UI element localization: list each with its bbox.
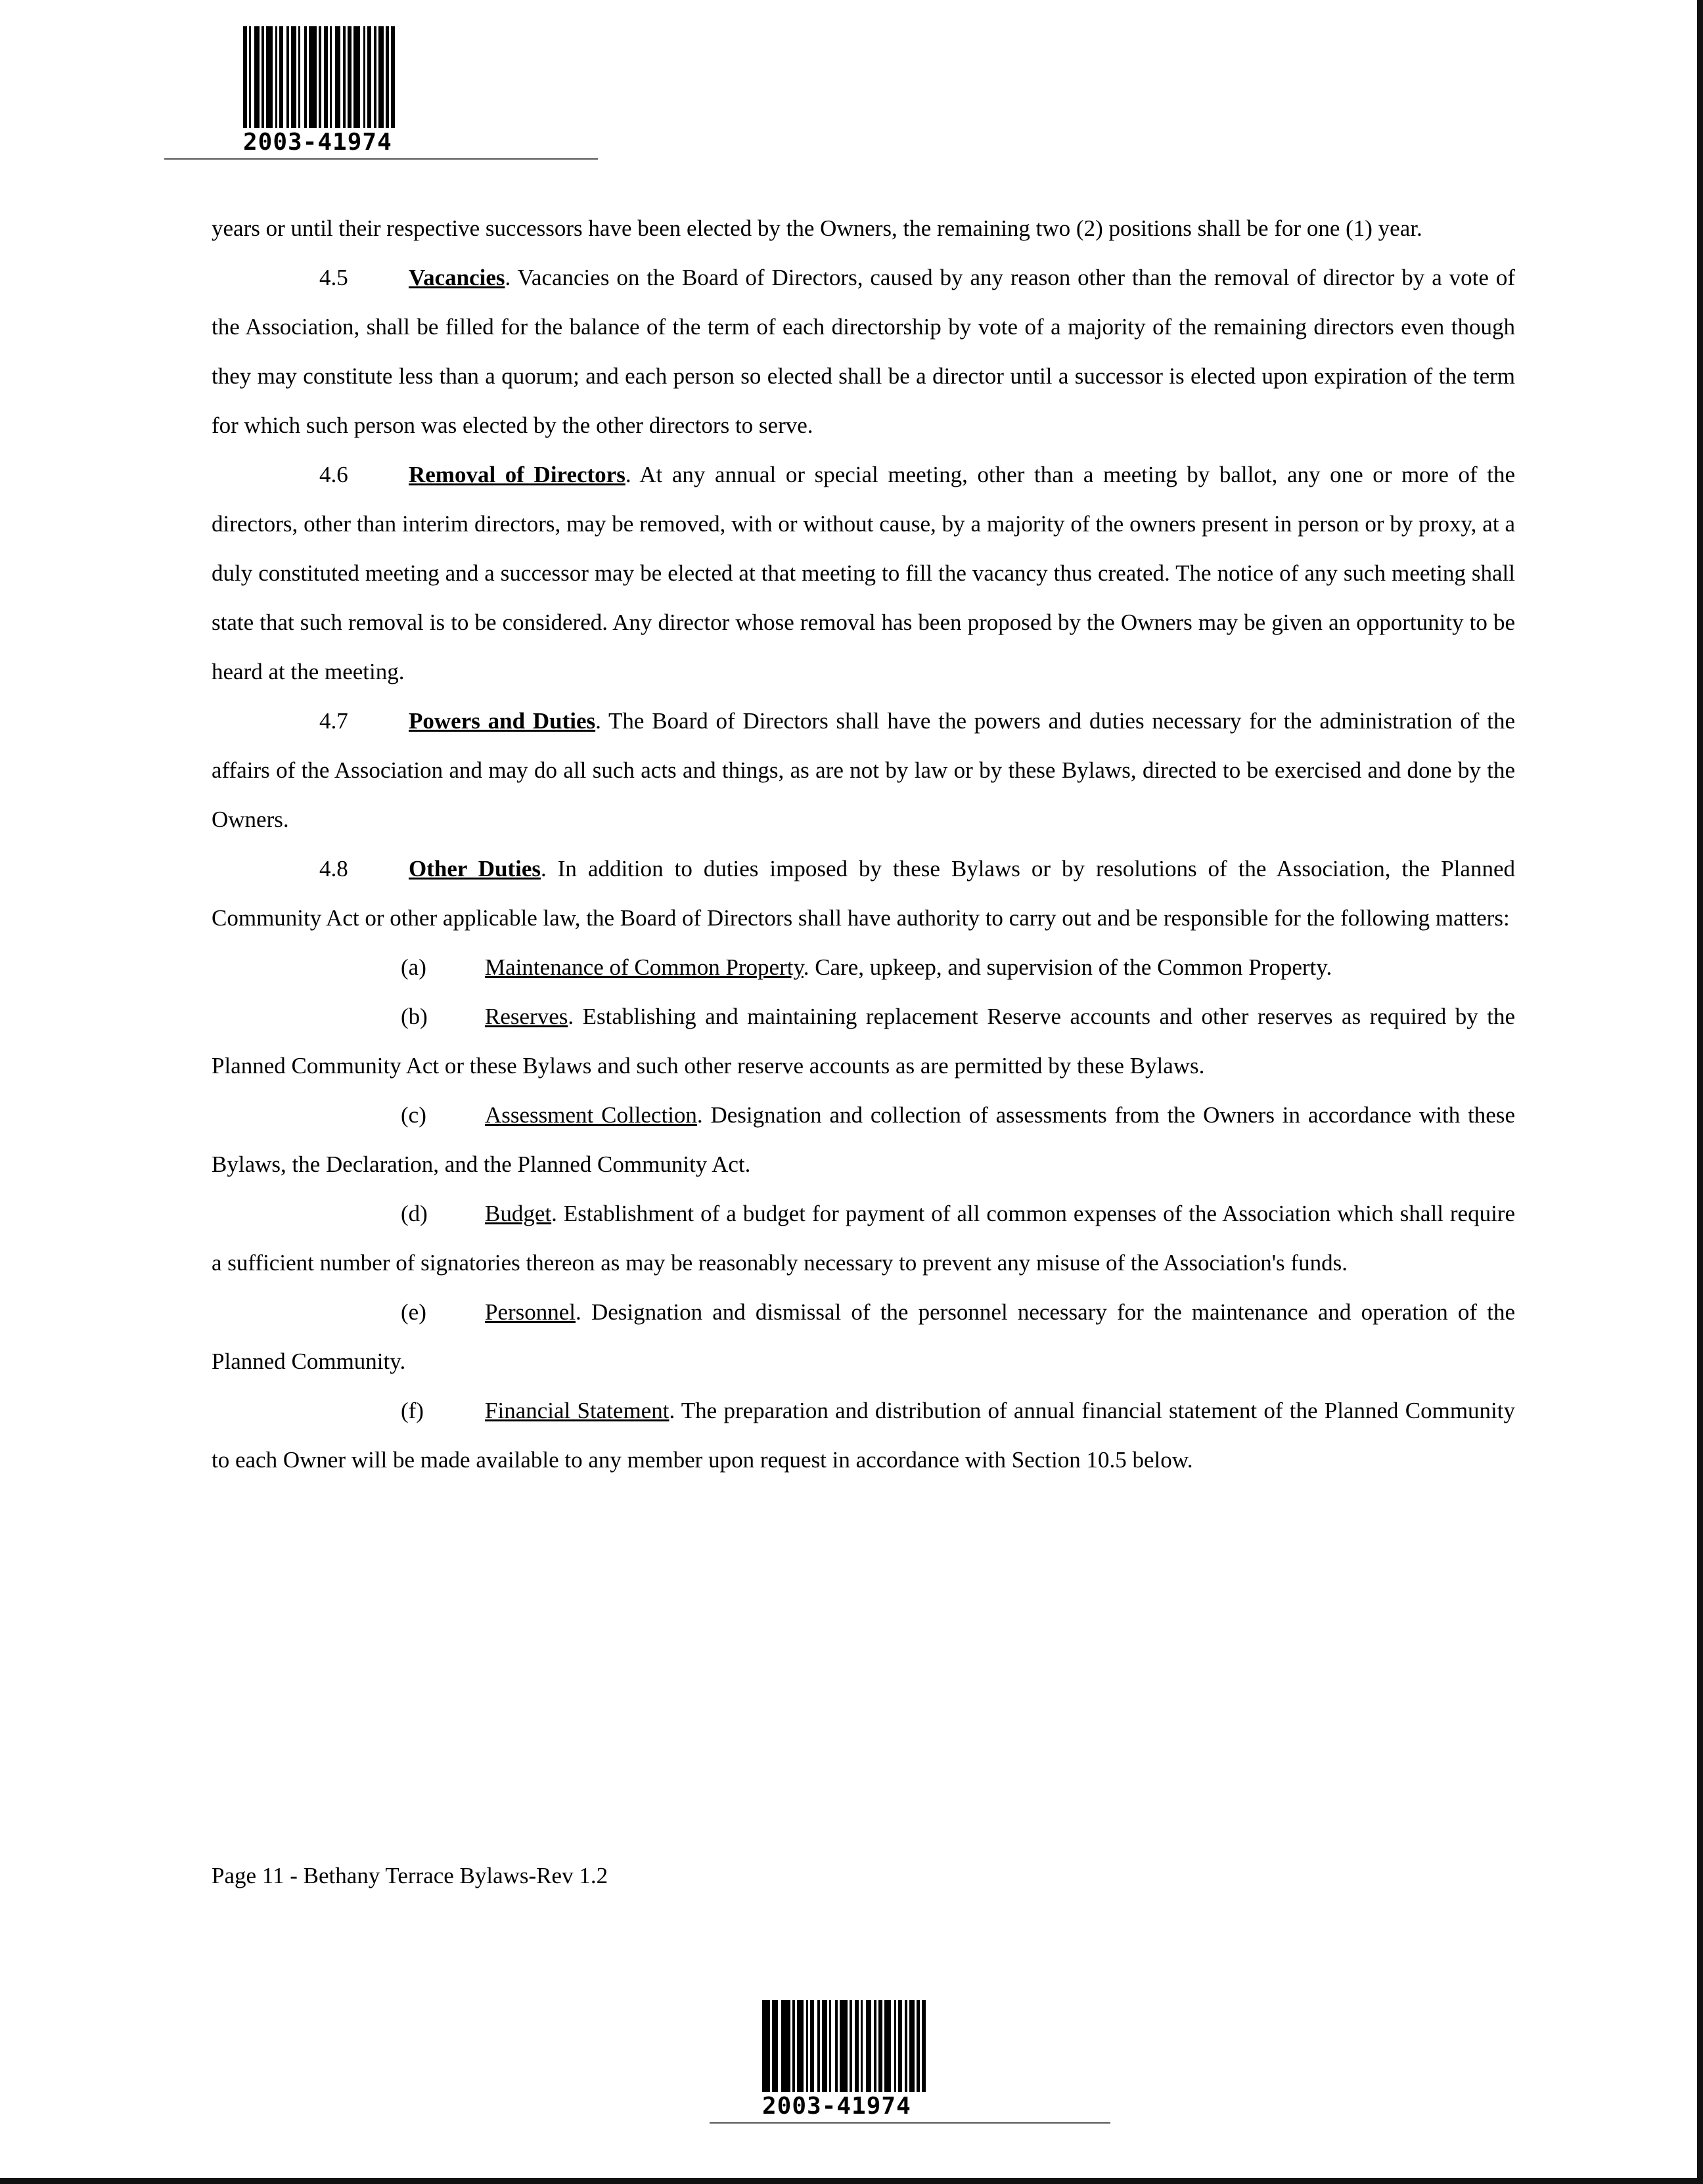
item-e [212,1287,1515,1386]
item-title: Maintenance of Common Property [485,954,804,980]
barcode-bar [309,26,317,128]
item-a [212,943,1515,992]
item-label: (e) [401,1299,426,1325]
barcode-bars [243,26,395,128]
barcode-bar [291,26,296,128]
item-text: . Designation and collection of assessments from the Owners in accordance with these Bylaws, the Declaration, and the Planned Community Act. [212,1102,1515,1177]
document-body [212,204,1515,1484]
barcode-number: 2003-41974 [243,129,392,156]
item-title: Assessment Collection [485,1102,697,1128]
item-title: Reserves [485,1004,568,1029]
item-text: . Care, upkeep, and supervision of the Common Property. [803,954,1332,980]
barcode-bar [840,2000,848,2092]
item-text: . Establishment of a budget for payment of all common expenses of the Association which shall require a sufficient number of signatories thereon as may be reasonably necessary to prevent any misuse of the Association's funds. [212,1201,1515,1276]
item-f [212,1386,1515,1484]
item-d [212,1189,1515,1287]
barcode-bars [762,2000,926,2092]
barcode-bar [254,26,260,128]
item-text: . Designation and dismissal of the personnel necessary for the maintenance and operation of the Planned Community. [212,1299,1515,1374]
section-title: Removal of Directors [409,462,625,487]
intro-paragraph: years or until their respective successors have been elected by the Owners, the remaining two (2) positions shall be for one (1) year. [212,215,1422,241]
barcode-bar [922,2000,926,2092]
barcode-underline [164,158,598,160]
item-label: (d) [401,1201,428,1226]
item-title: Personnel [485,1299,576,1325]
section-title: Other Duties [409,856,541,881]
section-number: 4.6 [319,462,348,487]
barcode-bar [762,2000,770,2092]
section-text: . At any annual or special meeting, other than a meeting by ballot, any one or more of the directors, other than interim directors, may be removed, with or without cause, by a majority of the owners present in person or by proxy, at a duly constituted meeting and a successor may be elected at that meeting to fill the vacancy thus created. The notice of any such meeting shall state that such removal is to be considered. Any director whose removal has been proposed by the Owners may be given an opportunity to be heard at the meeting. [212,462,1515,684]
item-label: (f) [401,1398,424,1423]
item-text: . Establishing and maintaining replacement Reserve accounts and other reserves as required by the Planned Community Act or these Bylaws and such other reserve accounts as are permitted by these Bylaws. [212,1004,1515,1079]
barcode-underline [710,2122,1110,2124]
item-title: Budget [485,1201,552,1226]
item-b [212,992,1515,1090]
barcode-bar [884,2000,891,2092]
section-title: Vacancies [409,265,505,290]
item-label: (c) [401,1102,426,1128]
section-number: 4.8 [319,856,348,881]
section-text: . The Board of Directors shall have the powers and duties necessary for the administration of the affairs of the Association and may do all such acts and things, as are not by law or by these Bylaws, directed to be exercised and done by the Owners. [212,708,1515,832]
barcode-bar [378,26,384,128]
section-4-7 [212,696,1515,844]
item-title: Financial Statement [485,1398,670,1423]
footer-barcode [762,2000,1110,2124]
barcode-bar [909,2000,915,2092]
barcode-bar [866,2000,871,2092]
section-4-8 [212,844,1515,943]
barcode-bar [797,2000,804,2092]
barcode-number: 2003-41974 [762,2093,911,2120]
section-text: . In addition to duties imposed by these Bylaws or by resolutions of the Association, the Planned Community Act or other applicable law, the Board of Directors shall have authority to carry out and be responsible for the following matters: [212,856,1515,931]
barcode-bar [391,26,395,128]
barcode-bar [822,2000,827,2092]
section-title: Powers and Duties [409,708,596,734]
barcode-bar [772,2000,778,2092]
barcode-bar [781,2000,790,2092]
section-number: 4.5 [319,265,348,290]
item-label: (a) [401,954,426,980]
page-footer: Page 11 - Bethany Terrace Bylaws-Rev 1.2 [212,1863,608,1888]
section-number: 4.7 [319,708,348,734]
barcode-bar [353,26,360,128]
section-4-6 [212,450,1515,696]
item-c [212,1090,1515,1189]
barcode-bar [266,26,273,128]
item-text: . The preparation and distribution of annual financial statement of the Planned Community to each Owner will be made available to any member upon request in accordance with Section 10.5 below. [212,1398,1515,1473]
section-4-5 [212,253,1515,450]
section-text: . Vacancies on the Board of Directors, caused by any reason other than the removal of director by a vote of the Association, shall be filled for the balance of the term of each directorship by vote of a majority of the remaining directors even though they may constitute less than a quorum; and each person so elected shall be a director until a successor is elected upon expiration of the term for which such person was elected by the other directors to serve. [212,265,1515,438]
header-barcode [243,26,598,160]
barcode-bar [335,26,340,128]
item-label: (b) [401,1004,428,1029]
